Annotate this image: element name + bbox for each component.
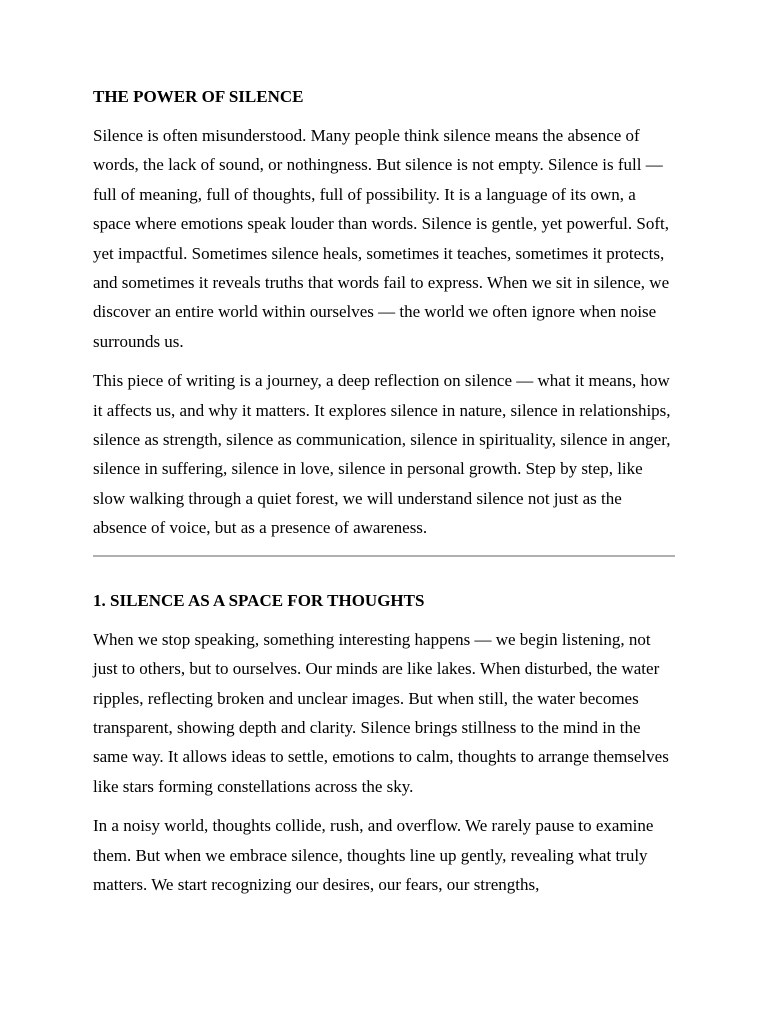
intro-paragraph-2: This piece of writing is a journey, a deep reflection on silence — what it means, how it affects us, and why it matters. It explores silence in nature, silence in relationships, silence as strength, silence as communication, silence in spirituality, silence in anger, silence in suffering, silence in love, silence in personal growth. Step by step, like slow walking through a quiet forest, we will understand silence not just as the absence of voice, but as a presence of awareness. — [93, 371, 671, 538]
section-divider — [93, 555, 675, 557]
document-page — [93, 86, 675, 899]
document-title: THE POWER OF SILENCE — [93, 87, 304, 106]
section-1-paragraph-1: When we stop speaking, something interesting happens — we begin listening, not just to others, but to ourselves. Our minds are like lakes. When disturbed, the water ripples, reflecting broken and unclear images. But when still, the water becomes transparent, showing depth and clarity. Silence brings stillness to the mind in the same way. It allows ideas to settle, emotions to calm, thoughts to arrange themselves like stars forming constellations across the sky. — [93, 629, 669, 796]
section-heading-1: 1. SILENCE AS A SPACE FOR THOUGHTS — [93, 590, 425, 610]
section-1-paragraph-2: In a noisy world, thoughts collide, rush, and overflow. We rarely pause to examine them. But when we embrace silence, thoughts line up gently, revealing what truly matters. We start recognizing our desires, our fears, our strengths, — [93, 816, 654, 894]
intro-paragraph-1: Silence is often misunderstood. Many people think silence means the absence of words, the lack of sound, or nothingness. But silence is not empty. Silence is full — full of meaning, full of thoughts, full of possibility. It is a language of its own, a space where emotions speak louder than words. Silence is gentle, yet powerful. Soft, yet impactful. Sometimes silence heals, sometimes it teaches, sometimes it protects, and sometimes it reveals truths that words fail to express. When we sit in silence, we discover an entire world within ourselves — the world we often ignore when noise surrounds us. — [93, 126, 670, 351]
